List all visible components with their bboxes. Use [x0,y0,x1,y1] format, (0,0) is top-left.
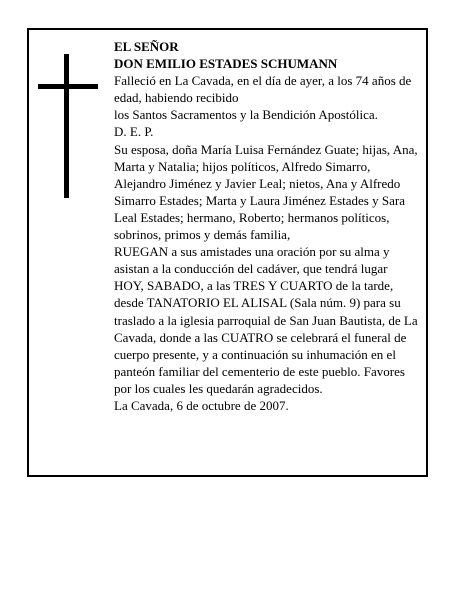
funeral-request: RUEGAN a sus amistades una oración por su alma y asistan a la conducción del cadáver, que tendrá lugar HOY, SABADO, a las TRES Y CUARTO de la tarde, desde TANATORIO EL ALISAL (Sala núm. 9) para su traslado a la iglesia parroquial de San Juan Bautista, de La Cavada, donde a las CUATRO se celebrará el funeral de cuerpo presente, y a continuación su inhumación en el panteón familiar del cementerio de este pueblo. Favores por los cuales les quedarán agradecidos. [114,244,418,396]
sacraments-line: los Santos Sacramentos y la Bendición Apostólica. [114,107,378,123]
cross-icon [38,54,98,198]
cross-vertical-bar [64,54,69,198]
family-list: Su esposa, doña María Luisa Fernández Guate; hijas, Ana, Marta y Natalia; hijos políticos, Alfredo Simarro, Alejandro Jiménez y Javier Leal; nietos, Ana y Alfredo Simarro Estades; Marta y Laura Jiménez Estades y Sara Leal Estades; hermano, Roberto; hermanos políticos, sobrinos, primos y demás familia, [114,141,418,243]
dep-line: D. E. P. [114,124,154,140]
deceased-name: DON EMILIO ESTADES SCHUMANN [114,56,338,72]
obituary-text [114,38,418,414]
death-announcement: Falleció en La Cavada, en el día de ayer, a los 74 años de edad, habiendo recibido [114,73,412,106]
deceased-title: EL SEÑOR [114,39,179,54]
cross-horizontal-bar [38,84,98,89]
place-and-date: La Cavada, 6 de octubre de 2007. [114,397,289,413]
